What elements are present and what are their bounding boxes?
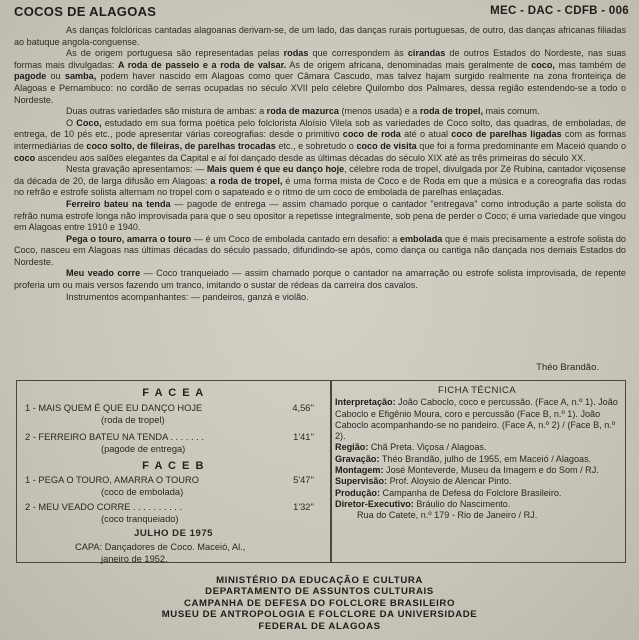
ficha-title: FICHA TÉCNICA xyxy=(437,385,517,396)
face-a-heading: F A C E A xyxy=(142,387,205,399)
paragraph-origins: As danças folclóricas cantadas alagoanas derivam-se, de um lado, das danças rurais portuguesas, de outro, das danças africanas filiadas ao batuque angola-conguense. xyxy=(14,25,626,47)
track-duration: 5'47'' xyxy=(293,475,314,485)
track-a1 xyxy=(25,403,320,427)
track-title: 2 - FERREIRO BATEU NA TENDA . . . . . . . xyxy=(25,432,204,442)
paragraph-track-3: Pega o touro, amarra o touro — é um Coco de embolada cantado em desafio: a embolada que é mais precisamente a estrofe solista do Coco, nasceu em Alagoas nas últimas décadas do século passado, difundindo-se após, como dança ou cantiga não dançada nos demais Estados do Nordeste. xyxy=(14,233,626,267)
album-title: COCOS DE ALAGOAS xyxy=(14,4,157,19)
ficha-item: Interpretação: João Caboclo, coco e percussão. (Face A, n.º 1). João Caboclo e Efigênio Moura, coro e percussão (Face B, n.º 1). João Caboclo acompanhando-se no pandeiro. (Face A, n.º 2) / (Face B, n.º 2). xyxy=(335,397,618,442)
ficha-item: Supervisão: Prof. Aloysio de Alencar Pinto. xyxy=(335,476,512,487)
ficha-address: Rua do Catete, n.º 179 - Rio de Janeiro / RJ. xyxy=(357,510,538,521)
track-genre: (roda de tropel) xyxy=(101,415,165,425)
author-signature: Théo Brandão. xyxy=(536,362,599,373)
track-b2 xyxy=(25,502,320,526)
column-divider xyxy=(330,381,332,562)
paragraph-varieties: Duas outras variedades são mistura de ambas: a roda de mazurca (menos usada) e a roda de tropel, mais comum. xyxy=(66,106,540,117)
track-title: 1 - PEGA O TOURO, AMARRA O TOURO xyxy=(25,475,199,485)
paragraph-track-4: Meu veado corre — Coco tranqueiado — assim chamado porque o cantador na amarração ou estrofe solista improvisada, de repente proferia um ou mais versos fazendo um tranco, imitando o sustar de rédeas da carreira dos cavalos. xyxy=(14,268,626,291)
face-b-heading: F A C E B xyxy=(142,460,205,472)
track-duration: 4,56'' xyxy=(292,403,314,413)
track-title: 2 - MEU VEADO CORRE . . . . . . . . . . xyxy=(25,502,183,512)
ficha-item: Diretor-Executivo: Bráulio do Nascimento. xyxy=(335,498,511,509)
paragraph-portuguese-origin: As de origem portuguesa são representadas pelas rodas que correspondem às cirandas de outros Estados do Nordeste, nas suas formas mais divulgadas: A roda de passeio e a roda de valsar. As de origem africana, denominadas mais geralmente de coco, mas também de pagode ou samba, podem haver nascido em Alagoas como quer Câmara Cascudo, mas talvez hajam surgido realmente na zona fronteiriça de Alagoas e Pernambuco: no cordão de serras ocupadas no século XVII pelo célebre Quilombo dos Palmares, dessa região estendendo-se a todo o Nordeste. xyxy=(14,48,626,105)
track-b1 xyxy=(25,475,320,499)
cover-credit: CAPA: Dançadores de Coco. Maceió, Al., janeiro de 1952. xyxy=(75,542,246,564)
track-genre: (coco tranqueiado) xyxy=(101,514,179,524)
ficha-item: Gravação: Théo Brandão, julho de 1955, em Maceió / Alagoas. xyxy=(335,453,592,464)
tracklist xyxy=(17,381,330,562)
track-title: 1 - MAIS QUEM É QUE EU DANÇO HOJE xyxy=(25,403,203,413)
track-duration: 1'32'' xyxy=(293,502,314,512)
track-duration: 1'41'' xyxy=(293,432,314,442)
paragraph-instruments: Instrumentos acompanhantes: — pandeiros, ganzá e violão. xyxy=(66,291,309,302)
ficha-item: Produção: Campanha de Defesa do Folclore Brasileiro. xyxy=(335,487,562,498)
paragraph-track-1: Nesta gravação apresentamos: — Mais quem é que eu danço hoje, célebre roda de tropel, divulgada por Zé Rubina, cantador viçosense da década de 20, de larga difusão em Alagoas: a roda de tropel, é uma forma mista de Coco e de Roda em que a música e a coreografia das rodas no refrão e estrofe solista alternam no tropel com o sapateado e o ritmo de um coco de embolada de parelhas enlaçadas. xyxy=(14,164,627,198)
track-a2 xyxy=(25,432,320,456)
paragraph-track-2: Ferreiro bateu na tenda — pagode de entrega — assim chamado porque o cantador "entregava" como introdução a parte solista do refrão numa estrofe longa não improvisada para que o seu opositor a repetisse integralmente, sob pena de perder o Coco; é uma variedade que vingou em Alagoas entre 1910 e 1940. xyxy=(14,198,626,233)
ficha-item: Região: Chã Preta. Viçosa / Alagoas. xyxy=(335,442,487,453)
institutional-footer: MINISTÉRIO DA EDUCAÇÃO E CULTURA DEPARTAMENTO DE ASSUNTOS CULTURAIS CAMPANHA DE DEFESA DO FOLCLORE BRASILEIRO MUSEU DE ANTROPOLOGIA E FOLCLORE DA UNIVERSIDADE FEDERAL DE ALAGOAS xyxy=(161,575,478,632)
header xyxy=(14,4,629,22)
catalog-number: MEC - DAC - CDFB - 006 xyxy=(490,5,629,17)
release-date: JULHO DE 1975 xyxy=(133,528,213,539)
liner-notes xyxy=(14,25,626,303)
track-genre: (coco de embolada) xyxy=(101,487,184,497)
ficha-item: Montagem: José Monteverde, Museu da Imagem e do Som / RJ. xyxy=(335,465,599,476)
ficha-tecnica xyxy=(335,385,619,522)
track-genre: (pagode de entrega) xyxy=(101,444,186,454)
tracklist-frame xyxy=(16,380,626,563)
paragraph-coco: O Coco, estudado em sua forma poética pelo folclorista Aloísio Vilela sob as variedades de Coco solto, das quadras, de emboladas, de entrega, de 10 pés etc., pode apresentar várias coreografias: desde o primitivo coco de roda até o atual coco de parelhas ligadas com as formas intermediárias de coco solto, de fileiras, de parelhas trocadas etc., e sobretudo o coco de visita que foi a forma predominante em Maceió quando o coco ascendeu aos salões elegantes da Capital e aí foi dançado desde as últimas décadas do século XIX até as três primeiras do século XX. xyxy=(14,117,626,163)
